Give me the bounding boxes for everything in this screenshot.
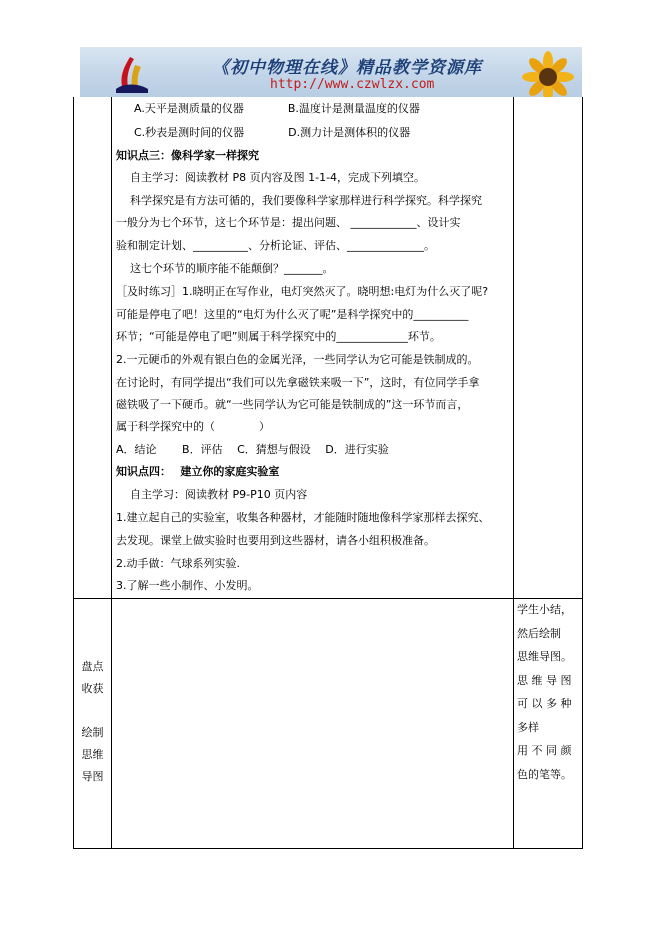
note-line: 然后绘制 [517,626,561,640]
left-label: 导图 [81,770,104,783]
exercise-line: 磁铁吸了一下硬币。就“一些同学认为它可能是铁制成的”这一环节而言， [116,398,469,411]
left-label: 收获 [81,682,104,695]
paragraph-line: 一般分为七个环节，这七个环节是：提出问题、 ____________、设计实 [116,216,461,229]
paragraph-line: 去发现。课堂上做实验时也要用到这些器材，请各小组积极准备。 [116,534,435,547]
note-line: 多样 [517,720,539,734]
paragraph-line: 验和制定计划、__________、分析论证、评估、______________。 [116,239,435,252]
banner-title: 《初中物理在线》精品教学资源库 [212,58,482,78]
note-line: 可 以 多 种 [517,697,572,710]
table-border-bottom [73,848,583,849]
note-line: 色的笔等。 [517,767,572,781]
left-label-group [74,656,111,788]
table-divider-left [111,97,112,849]
paragraph-line: 这七个环节的顺序能不能颠倒？_______。 [130,262,334,275]
table-row-divider [73,598,583,599]
self-study-line: 自主学习：阅读教材 P8 页内容及图 1-1-4，完成下列填空。 [130,171,426,184]
summary-notes [517,598,581,786]
section-heading-4: 知识点四： 建立你的家庭实验室 [116,465,280,478]
option-line-ab: A.天平是测质量的仪器 B.温度计是测量温度的仪器 [134,102,420,115]
header-banner [80,47,582,97]
table-divider-right [513,97,514,849]
self-study-line: 自主学习：阅读教材 P9-P10 页内容 [130,488,308,501]
note-line: 思维导图。 [517,650,572,663]
paragraph-line: 2.动手做：气球系列实验. [116,557,240,570]
answer-options: A．结论 B．评估 C．猜想与假设 D．进行实验 [116,443,389,456]
left-label: 绘制 [81,726,104,739]
left-label: 思维 [81,748,104,761]
left-label: 盘点 [81,660,104,673]
table-border-right [582,97,583,849]
site-logo-icon [110,53,152,95]
option-line-cd: C.秒表是测时间的仪器 D.测力计是测体积的仪器 [134,126,411,139]
banner-url[interactable]: http://www.czwlzx.com [270,77,435,92]
paragraph-line: 3.了解一些小制作、小发明。 [116,579,259,592]
paragraph-line: 科学探究是有方法可循的，我们要像科学家那样进行科学探究。科学探究 [130,194,482,207]
section-heading-3: 知识点三：像科学家一样探究 [116,149,259,162]
exercise-line: 属于科学探究中的（ ） [116,420,270,433]
exercise-line: 可能是停电了吧！这里的“电灯为什么灭了呢”是科学探究中的__________ [116,308,469,321]
note-line: 思 维 导 图 [517,673,572,687]
exercise-line: 2.一元硬币的外观有银白色的金属光泽，一些同学认为它可能是铁制成的。 [116,353,479,366]
sunflower-icon [514,51,576,97]
exercise-line: 在讨论时，有同学提出“我们可以先拿磁铁来吸一下”，这时，有位同学手拿 [116,376,480,389]
note-line: 学生小结， [517,603,572,616]
paragraph-line: 1.建立起自己的实验室，收集各种器材，才能随时随地像科学家那样去探究、 [116,511,490,524]
note-line: 用 不 同 颜 [517,744,572,757]
exercise-line: 环节；“可能是停电了吧”则属于科学探究中的_____________环节。 [116,330,441,343]
exercise-line: ［及时练习］1.晓明正在写作业，电灯突然灭了。晓明想:电灯为什么灭了呢? [116,285,489,298]
